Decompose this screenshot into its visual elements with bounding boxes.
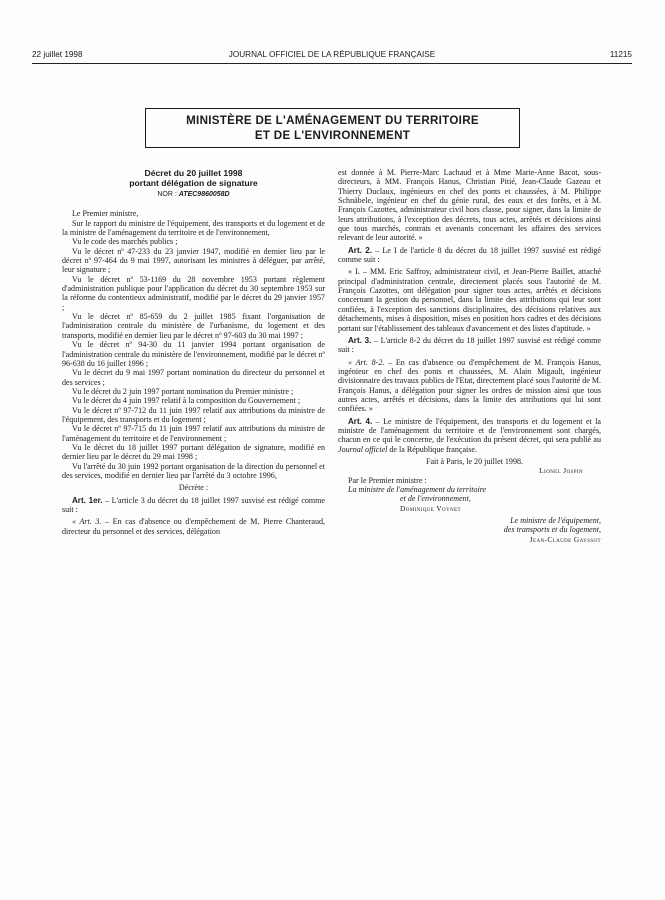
article-1-label: Art. 1er. <box>72 495 103 505</box>
journal-officiel-italic: Journal officiel <box>338 444 388 454</box>
ministry-box <box>145 108 520 148</box>
article-3-quote-text: – En cas d'absence ou d'empêchement de M. François Hanus, ingénieur en chef des ponts et chaussées, M. Alain Migault, ingénieur divisionnaire des travaux publics de l'Etat, directement placé sous l'autorité de M. François Hanus, a délégation pour signer les ordres de mission ainsi que tous autres actes, arrêtés et décisions, dans la limite des attributions qui lui sont confiées. » <box>338 357 601 414</box>
visa-paragraph: Vu le décret du 9 mai 1997 portant nomination du directeur du personnel et des services ; <box>62 368 325 387</box>
minister-eq-title-1: Le ministre de l'équipement, <box>510 516 601 526</box>
article-1-quote-label: « Art. 3. <box>72 517 102 527</box>
minister-env-title-1: La ministre de l'aménagement du territoire <box>348 485 487 494</box>
par-le-premier-ministre: Par le Premier ministre : <box>348 475 427 485</box>
minister-eq-title-2: des transports et du logement, <box>503 525 601 535</box>
article-2-label: Art. 2. <box>348 245 372 255</box>
article-3-label: Art. 3. <box>348 335 372 345</box>
visa-paragraph: Sur le rapport du ministre de l'équipement, des transports et du logement et de la ministre de l'aménagement du territoire et de l'environnement, <box>62 218 325 238</box>
article-2-quote: « I. – MM. Eric Saffroy, administrateur civil, et Jean-Pierre Baillet, attaché principal d'administration centrale, directement placés sous l'autorité de M. François Cazottes, ont délégation pour signer tous actes, arrêtés et décisions concernant la gestion du personnel, dans la limite des attributions qui leur sont confiées, à l'exception des sanctions disciplinaires, des décisions relatives aux détachements, mises à disposition, mises en position hors cadres et des décisions portant sur l'établissement des tableaux d'avancement et des listes d'aptitude. » <box>338 267 601 333</box>
visa-paragraph: Vu le décret du 18 juillet 1997 portant délégation de signature, modifié en dernier lieu par le décret du 29 mai 1998 ; <box>62 442 325 462</box>
visa-paragraph: Vu le décret du 4 juin 1997 relatif à la composition du Gouvernement ; <box>72 396 301 406</box>
article-1-text: – L'article 3 du décret du 18 juillet 1997 susvisé est rédigé comme suit : <box>62 495 326 514</box>
decree-subtitle: portant délégation de signature <box>129 178 258 188</box>
nor-code: ATEC9860058D <box>178 191 230 198</box>
visa-paragraph: Vu le décret nº 97-715 du 11 juin 1997 relatif aux attributions du ministre de l'aménagement du territoire et de l'environnement ; <box>62 424 325 443</box>
visa-paragraph: Vu le décret nº 47-233 du 23 janvier 1947, modifié en dernier lieu par le décret nº 97-464 du 9 mai 1997, autorisant les ministres à déléguer, par arrêté, leur signature ; <box>62 246 325 275</box>
nor-reference <box>62 190 325 199</box>
header-rule <box>32 63 632 64</box>
article-3-quote <box>338 358 601 414</box>
article-1 <box>62 496 325 515</box>
signature-place-date: Fait à Paris, le 20 juillet 1998. <box>426 456 523 466</box>
visa-paragraph: Vu le décret nº 85-659 du 2 juillet 1985 fixant l'organisation de l'administration centrale du ministère de l'urbanisme, du logement et des transports, modifié en dernier lieu par le décret nº 97-603 du 30 mai 1997 ; <box>62 312 325 340</box>
visa-paragraph: Vu le décret du 2 juin 1997 portant nomination du Premier ministre ; <box>72 386 294 396</box>
article-1-quote <box>62 517 325 536</box>
page-header <box>32 50 632 64</box>
article-3-text: – L'article 8-2 du décret du 18 juillet 1997 susvisé est rédigé comme suit : <box>338 335 601 355</box>
pm-signature-name: Lionel Jospin <box>539 466 583 476</box>
decrete-heading: Décrète : <box>178 483 209 493</box>
article-4-end: de la République française. <box>387 444 477 454</box>
minister-env-name: Dominique Voynet <box>400 503 462 513</box>
nor-label: NOR : <box>157 191 179 198</box>
visa-paragraph: Vu le décret nº 53-1169 du 28 novembre 1953 portant règlement d'administration publique pour l'application du décret du 30 septembre 1953 sur la réforme du contentieux administratif, modifié par le décret du 29 janvier 1957 ; <box>62 274 325 312</box>
ministry-line-1: MINISTÈRE DE L'AMÉNAGEMENT DU TERRITOIRE <box>186 114 479 127</box>
article-4 <box>338 417 601 454</box>
article-4-text: – Le ministre de l'équipement, des transports et du logement et la ministre de l'aménagement du territoire et de l'environnement sont chargés, chacun en ce qui le concerne, de l'exécution du présent décret, qui sera publié au <box>338 416 601 445</box>
right-column <box>338 168 601 544</box>
visa-paragraph: Vu l'arrêté du 30 juin 1992 portant organisation de la direction du personnel et des services, modifié en dernier lieu par l'arrêté du 3 octobre 1996, <box>62 461 325 480</box>
journal-title: JOURNAL OFFICIEL DE LA RÉPUBLIQUE FRANÇAISE <box>228 50 436 59</box>
decree-title: Décret du 20 juillet 1998 <box>144 168 243 178</box>
ministry-line-2: ET DE L'ENVIRONNEMENT <box>254 129 411 142</box>
article-1-quote-start: – En cas d'absence ou d'empêchement de M. Pierre Chanteraud, directeur du personnel et des services, délégation <box>62 517 325 536</box>
intro-line: Le Premier ministre, <box>72 209 139 219</box>
article-3 <box>338 336 601 355</box>
article-4-label: Art. 4. <box>348 416 373 426</box>
page-number: 11215 <box>609 50 632 59</box>
article-1-quote-continued: est donnée à M. Pierre-Marc Lachaud et à Mme Marie-Anne Bacot, sous-directeurs, à MM. François Hanus, Christian Pitié, Jean-Claude Gazeau et Thierry Duclaux, ingénieurs en chef des ponts et chaussées, à M. Philippe Schnäbele, ingénieur en chef du génie rural, des eaux et des forêts, et à M. François Cazottes, administrateur civil hors classe, pour signer, dans la limite de leurs attributions, à l'exception des décrets, tous actes, arrêtés et décisions ainsi que tous marchés, contrats et avenants concernant les affaires des services relevant de leur autorité. » <box>338 168 601 243</box>
article-2 <box>338 246 601 265</box>
header-date: 22 juillet 1998 <box>32 50 83 59</box>
article-3-quote-label: « Art. 8-2. <box>348 357 385 367</box>
minister-eq-name: Jean-Claude Gayssot <box>529 534 601 544</box>
article-2-text: – Le I de l'article 8 du décret du 18 juillet 1997 susvisé est rédigé comme suit : <box>338 245 601 265</box>
left-column <box>62 168 325 536</box>
visa-paragraph: Vu le décret nº 94-30 du 11 janvier 1994 portant organisation de l'administration centrale du ministère de l'environnement, modifié par le décret nº 96-638 du 16 juillet 1996 ; <box>62 340 325 368</box>
visa-paragraph: Vu le code des marchés publics ; <box>72 237 178 247</box>
visa-paragraph: Vu le décret nº 97-712 du 11 juin 1997 relatif aux attributions du ministre de l'équipement, des transports et du logement ; <box>62 405 325 424</box>
minister-env-title-2: et de l'environnement, <box>400 494 471 504</box>
